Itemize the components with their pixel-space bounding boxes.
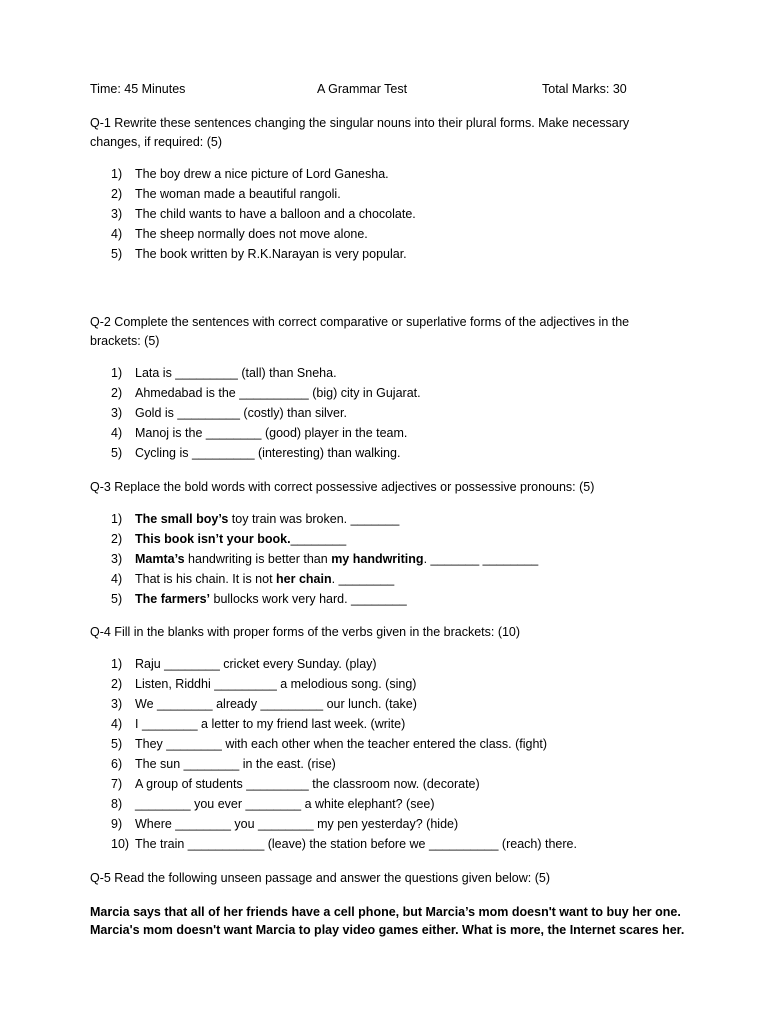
list-item — [111, 674, 671, 694]
q4-heading: Q-4 Fill in the blanks with proper forms of the verbs given in the brackets: (10) — [90, 625, 521, 639]
list-item — [111, 589, 671, 609]
item-number: 4) — [111, 227, 123, 241]
item-text: They ________ with each other when the teacher entered the class. (fight) — [135, 737, 548, 751]
item-number: 4) — [111, 572, 123, 586]
item-text: The boy drew a nice picture of Lord Ganesha. — [135, 167, 389, 181]
q2-heading: Q-2 Complete the sentences with correct comparative or superlative forms of the adjectives in the brackets: (5) — [90, 315, 630, 348]
item-text: Gold is _________ (costly) than silver. — [135, 406, 347, 420]
bold-phrase: The small boy’s — [135, 512, 229, 526]
item-number: 2) — [111, 386, 123, 400]
item-number: 9) — [111, 817, 123, 831]
list-item — [111, 694, 671, 714]
list-item — [111, 794, 671, 814]
list-item — [111, 814, 671, 834]
item-text: Cycling is _________ (interesting) than walking. — [135, 446, 401, 460]
item-number: 1) — [111, 366, 123, 380]
item-text: The sun ________ in the east. (rise) — [135, 757, 336, 771]
item-rest: toy train was broken. _______ — [228, 512, 400, 526]
item-text: Manoj is the ________ (good) player in the team. — [135, 426, 408, 440]
list-item — [111, 509, 671, 529]
list-item — [111, 224, 671, 244]
list-item — [111, 244, 671, 264]
list-item — [111, 569, 671, 589]
bold-phrase: The farmers’ — [135, 592, 211, 606]
item-number: 4) — [111, 717, 123, 731]
item-text: The sheep normally does not move alone. — [135, 227, 368, 241]
q3-list — [111, 509, 671, 609]
total-marks-label: Total Marks: 30 — [542, 82, 627, 96]
item-text — [135, 549, 538, 569]
bold-phrase: Mamta’s — [135, 552, 185, 566]
list-item — [111, 423, 671, 443]
item-number: 5) — [111, 592, 123, 606]
item-text: Listen, Riddhi _________ a melodious song. (sing) — [135, 677, 417, 691]
item-text: Where ________ you ________ my pen yesterday? (hide) — [135, 817, 459, 831]
item-text: Ahmedabad is the __________ (big) city in Gujarat. — [135, 386, 421, 400]
item-number: 5) — [111, 737, 123, 751]
item-rest: ________ — [290, 532, 347, 546]
item-text: A group of students _________ the classroom now. (decorate) — [135, 777, 480, 791]
list-item — [111, 734, 671, 754]
item-number: 5) — [111, 247, 123, 261]
item-text: Lata is _________ (tall) than Sneha. — [135, 366, 337, 380]
item-number: 3) — [111, 697, 123, 711]
item-text: I ________ a letter to my friend last week. (write) — [135, 717, 406, 731]
list-item — [111, 204, 671, 224]
list-item — [111, 654, 671, 674]
item-rest: . _______ ________ — [423, 552, 539, 566]
item-number: 3) — [111, 552, 123, 566]
list-item — [111, 549, 671, 569]
item-number: 2) — [111, 187, 123, 201]
item-number: 1) — [111, 167, 123, 181]
item-rest: That is his chain. It is not — [135, 572, 277, 586]
item-text: The child wants to have a balloon and a chocolate. — [135, 207, 416, 221]
item-text — [135, 529, 346, 549]
item-number: 1) — [111, 512, 123, 526]
item-number: 6) — [111, 757, 123, 771]
item-text: ________ you ever ________ a white elephant? (see) — [135, 797, 435, 811]
item-text — [135, 509, 399, 529]
item-text: The book written by R.K.Narayan is very popular. — [135, 247, 407, 261]
item-number: 3) — [111, 207, 123, 221]
q4-list — [111, 654, 671, 854]
list-item — [111, 383, 671, 403]
time-label: Time: 45 Minutes — [90, 82, 186, 96]
unseen-passage: Marcia says that all of her friends have a cell phone, but Marcia’s mom doesn't want to buy her one. Marcia's mom doesn't want Marcia to play video games either. What is more, the Internet scares her. — [90, 905, 685, 937]
q5-heading: Q-5 Read the following unseen passage and answer the questions given below: (5) — [90, 871, 551, 885]
list-item — [111, 529, 671, 549]
list-item — [111, 834, 671, 854]
item-rest: bullocks work very hard. ________ — [210, 592, 407, 606]
item-number: 2) — [111, 677, 123, 691]
item-number: 1) — [111, 657, 123, 671]
item-text: The train ___________ (leave) the station before we __________ (reach) there. — [135, 837, 577, 851]
list-item — [111, 363, 671, 383]
item-number: 10) — [111, 837, 130, 851]
q1-heading: Q-1 Rewrite these sentences changing the singular nouns into their plural forms. Make necessary changes, if required: (5) — [90, 116, 630, 149]
item-number: 5) — [111, 446, 123, 460]
list-item — [111, 164, 671, 184]
list-item — [111, 774, 671, 794]
item-number: 3) — [111, 406, 123, 420]
list-item — [111, 403, 671, 423]
item-text: The woman made a beautiful rangoli. — [135, 187, 341, 201]
bold-phrase: This book isn’t your book. — [135, 532, 291, 546]
item-number: 8) — [111, 797, 123, 811]
item-number: 2) — [111, 532, 123, 546]
item-text — [135, 569, 394, 589]
item-text — [135, 589, 407, 609]
item-rest: . ________ — [331, 572, 395, 586]
item-text: We ________ already _________ our lunch. (take) — [135, 697, 417, 711]
test-title: A Grammar Test — [317, 82, 408, 96]
list-item — [111, 754, 671, 774]
item-number: 7) — [111, 777, 123, 791]
q1-list — [111, 164, 671, 264]
q3-heading: Q-3 Replace the bold words with correct possessive adjectives or possessive pronouns: (5) — [90, 480, 595, 494]
item-text: Raju ________ cricket every Sunday. (play) — [135, 657, 377, 671]
list-item — [111, 714, 671, 734]
item-rest: handwriting is better than — [184, 552, 332, 566]
bold-phrase: my handwriting — [331, 552, 424, 566]
list-item — [111, 443, 671, 463]
item-number: 4) — [111, 426, 123, 440]
q2-list — [111, 363, 671, 463]
bold-phrase: her chain — [276, 572, 332, 586]
list-item — [111, 184, 671, 204]
test-header — [90, 82, 635, 100]
